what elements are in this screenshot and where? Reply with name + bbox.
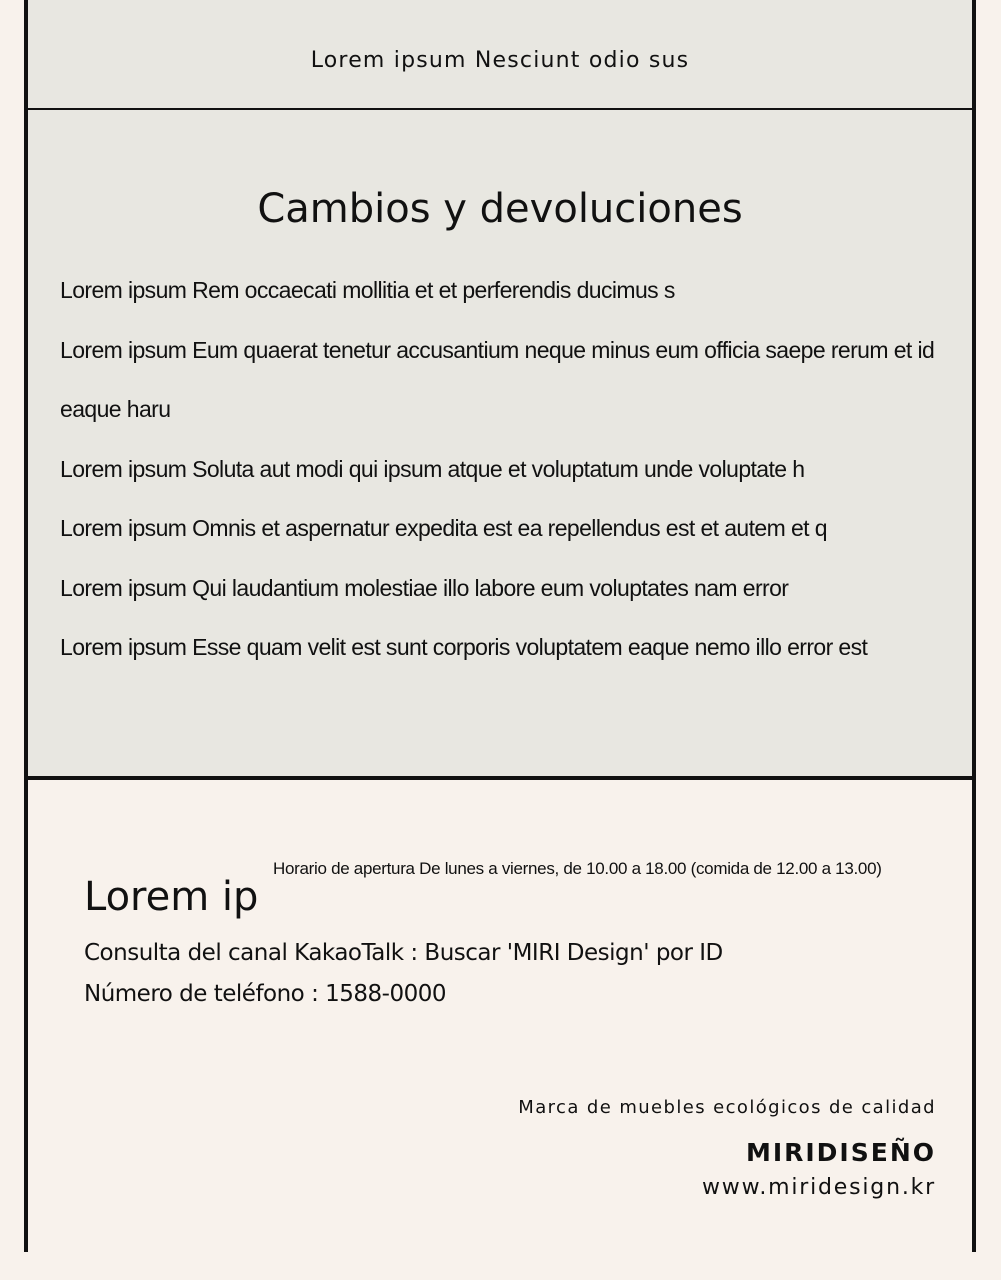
returns-policy-section <box>28 110 972 780</box>
brand-website: www.miridesign.kr <box>701 1175 936 1200</box>
page-frame <box>24 0 976 1252</box>
contact-heading: Lorem ip <box>84 874 259 921</box>
policy-item: Lorem ipsum Omnis et aspernatur expedita est ea repellendus est et autem et q <box>60 515 827 541</box>
policy-item: Lorem ipsum Rem occaecati mollitia et et perferendis ducimus s <box>60 277 675 303</box>
brand-name: MIRIDISEÑO <box>745 1138 936 1167</box>
contact-section <box>28 780 972 1252</box>
phone-number: Número de teléfono : 1588-0000 <box>84 981 446 1007</box>
banner-text: Lorem ipsum Nesciunt odio sus <box>310 48 690 73</box>
top-banner <box>28 0 972 110</box>
policy-item: Lorem ipsum Qui laudantium molestiae illo labore eum voluptates nam error <box>60 574 789 601</box>
kakao-contact: Consulta del canal KakaoTalk : Buscar 'MIRI Design' por ID <box>84 940 723 966</box>
policy-item: Lorem ipsum Soluta aut modi qui ipsum atque et voluptatum unde voluptate h <box>60 455 805 482</box>
policy-item: Lorem ipsum Esse quam velit est sunt corporis voluptatem eaque nemo illo error est <box>60 634 868 660</box>
opening-hours: Horario de apertura De lunes a viernes, de 10.00 a 18.00 (comida de 12.00 a 13.00) <box>273 859 882 878</box>
page-title: Cambios y devoluciones <box>257 185 743 232</box>
policy-item: Lorem ipsum Eum quaerat tenetur accusantium neque minus eum officia saepe rerum et id eaque haru <box>60 336 935 422</box>
policy-list <box>60 261 950 678</box>
brand-tagline: Marca de muebles ecológicos de calidad <box>518 1097 936 1118</box>
